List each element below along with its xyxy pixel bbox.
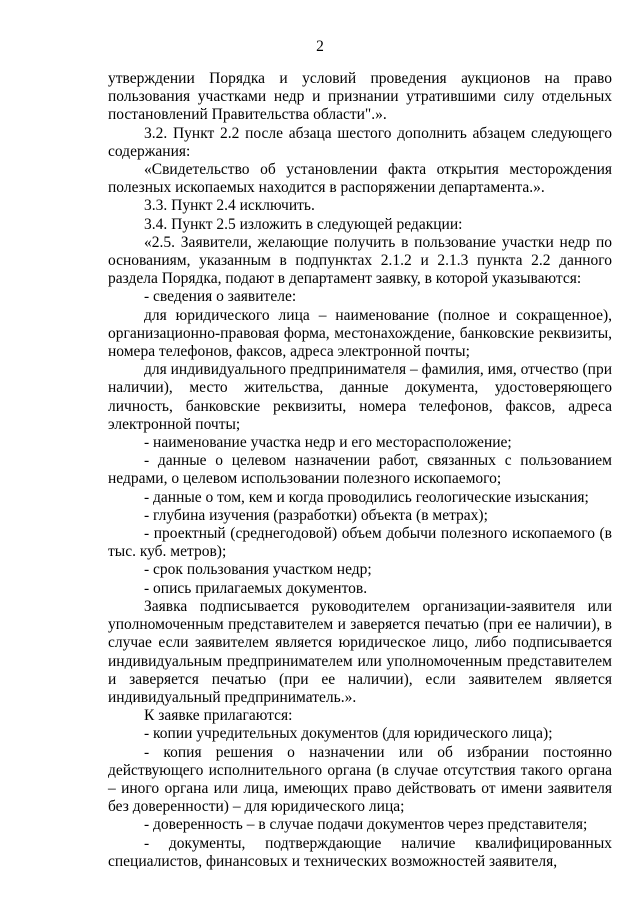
paragraph: 3.3. Пункт 2.4 исключить. <box>144 197 315 215</box>
paragraph: К заявке прилагаются: <box>144 707 293 725</box>
paragraph: - документы, подтверждающие наличие квалифицированных специалистов, финансовых и технических возможностей заявителя, <box>108 834 612 870</box>
paragraph: - копии учредительных документов (для юридического лица); <box>144 725 553 743</box>
paragraph: - данные о том, кем и когда проводились геологические изыскания; <box>144 488 589 506</box>
page-number: 2 <box>316 38 324 55</box>
paragraph: утверждении Порядка и условий проведения аукционов на право пользования участками недр и признании утратившими силу отдельных постановлений Правительства области".». <box>108 70 612 124</box>
paragraph: - сведения о заявителе: <box>144 288 297 306</box>
paragraph: - глубина изучения (разработки) объекта (в метрах); <box>144 506 488 524</box>
paragraph: 3.2. Пункт 2.2 после абзаца шестого дополнить абзацем следующего содержания: <box>108 124 612 160</box>
paragraph: для индивидуального предпринимателя – фамилия, имя, отчество (при наличии), место жительства, данные документа, удостоверяющего личность, банковские реквизиты, номера телефонов, факсов, адреса электронной почты; <box>108 361 612 433</box>
paragraph: для юридического лица – наименование (полное и сокращенное), организационно-правовая форма, местонахождение, банковские реквизиты, номера телефонов, факсов, адреса электронной почты; <box>108 306 612 361</box>
paragraph: Заявка подписывается руководителем организации-заявителя или уполномоченным представителем и заверяется печатью (при ее наличии), в случае если заявителем является юридическое лицо, либо подписывается индивидуальным предпринимателем или уполномоченным представителем и заверяется печатью (при ее наличии), если заявителем является индивидуальный предприниматель.». <box>108 597 612 706</box>
paragraph: - опись прилагаемых документов. <box>144 579 368 597</box>
paragraph: - наименование участка недр и его месторасположение; <box>144 434 512 452</box>
paragraph: «2.5. Заявители, желающие получить в пользование участки недр по основаниям, указанным в подпунктах 2.1.2 и 2.1.3 пункта 2.2 данного раздела Порядка, подают в департамент заявку, в которой указываются: <box>108 233 612 288</box>
paragraph: - срок пользования участком недр; <box>144 561 372 579</box>
paragraph: - данные о целевом назначении работ, связанных с пользованием недрами, о целевом использовании полезного ископаемого; <box>108 452 612 488</box>
paragraph: 3.4. Пункт 2.5 изложить в следующей редакции: <box>144 215 463 233</box>
paragraph: - проектный (среднегодовой) объем добычи полезного ископаемого (в тыс. куб. метров); <box>108 525 612 561</box>
document-body <box>108 70 612 871</box>
paragraph: - доверенность – в случае подачи документов через представителя; <box>144 816 588 834</box>
paragraph: - копия решения о назначении или об избрании постоянно действующего исполнительного органа (в случае отсутствия такого органа – иного органа или лица, имеющих право действовать от имени заявителя без доверенности) – для юридического лица; <box>108 743 612 816</box>
paragraph: «Свидетельство об установлении факта открытия месторождения полезных ископаемых находится в распоряжении департамента.». <box>108 161 612 197</box>
